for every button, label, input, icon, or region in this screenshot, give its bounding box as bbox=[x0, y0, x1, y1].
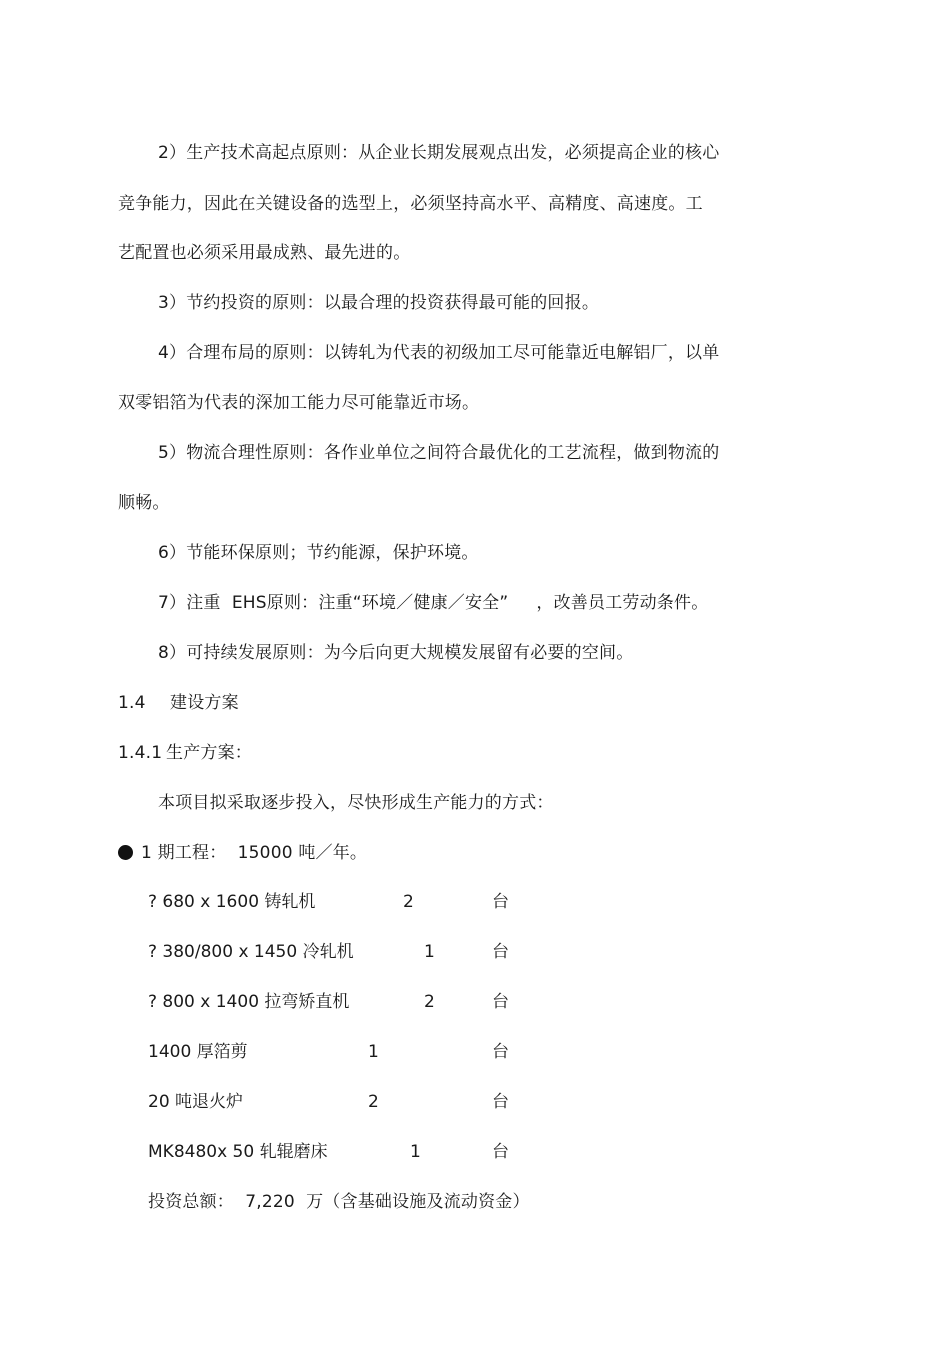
production-intro: 本项目拟采取逐步投入，尽快形成生产能力的方式： bbox=[158, 793, 554, 813]
equipment-row bbox=[148, 990, 548, 1014]
principle-7 bbox=[158, 591, 708, 615]
principle-8: 8）可持续发展原则：为今后向更大规模发展留有必要的空间。 bbox=[158, 643, 634, 663]
principle-7-part-c: ，改善员工劳动条件。 bbox=[536, 593, 709, 613]
equipment-name: ? 380/800 x 1450 冷轧机 bbox=[148, 942, 354, 962]
equipment-qty: 1 bbox=[424, 942, 435, 962]
equipment-qty: 2 bbox=[403, 892, 414, 912]
equipment-name: MK8480x 50 轧辊磨床 bbox=[148, 1142, 328, 1162]
equipment-qty: 2 bbox=[424, 992, 435, 1012]
equipment-qty: 1 bbox=[368, 1042, 379, 1062]
principle-4-line-2: 双零铝箔为代表的深加工能力尽可能靠近市场。 bbox=[118, 393, 480, 413]
equipment-qty: 2 bbox=[368, 1092, 379, 1112]
equipment-unit: 台 bbox=[492, 892, 509, 912]
bullet-icon bbox=[118, 845, 133, 860]
principle-6: 6）节能环保原则；节约能源，保护环境。 bbox=[158, 543, 479, 563]
section-1-4-heading bbox=[118, 691, 239, 715]
phase-1-label: 1 期工程： bbox=[141, 843, 227, 863]
equipment-row bbox=[148, 1090, 548, 1114]
equipment-row bbox=[148, 1140, 548, 1164]
equipment-unit: 台 bbox=[492, 942, 509, 962]
subsection-number: 1.4.1 bbox=[118, 743, 163, 763]
principle-5-line-1: 5）物流合理性原则：各作业单位之间符合最优化的工艺流程，做到物流的 bbox=[158, 443, 720, 463]
principle-2-line-1: 2）生产技术高起点原则：从企业长期发展观点出发，必须提高企业的核心 bbox=[158, 143, 720, 163]
section-title: 建设方案 bbox=[170, 693, 239, 713]
equipment-unit: 台 bbox=[492, 992, 509, 1012]
principle-7-part-b: EHS原则：注重“环境／健康／安全” bbox=[231, 593, 509, 613]
section-number: 1.4 bbox=[118, 693, 146, 713]
section-1-4-1-heading bbox=[118, 741, 252, 765]
principle-4-line-1: 4）合理布局的原则：以铸轧为代表的初级加工尽可能靠近电解铝厂，以单 bbox=[158, 343, 720, 363]
investment-amount: 7,220 bbox=[245, 1192, 295, 1212]
investment-note: 万（含基础设施及流动资金） bbox=[306, 1192, 530, 1212]
equipment-qty: 1 bbox=[410, 1142, 421, 1162]
principle-2-line-3: 艺配置也必须采用最成熟、最先进的。 bbox=[118, 243, 411, 263]
subsection-title: 生产方案： bbox=[166, 743, 252, 763]
phase-1-line bbox=[118, 841, 367, 865]
equipment-unit: 台 bbox=[492, 1092, 509, 1112]
investment-label: 投资总额： bbox=[148, 1192, 234, 1212]
equipment-row bbox=[148, 890, 548, 914]
equipment-name: ? 680 x 1600 铸轧机 bbox=[148, 892, 316, 912]
equipment-name: ? 800 x 1400 拉弯矫直机 bbox=[148, 992, 350, 1012]
equipment-unit: 台 bbox=[492, 1042, 509, 1062]
principle-2-line-2: 竞争能力，因此在关键设备的选型上，必须坚持高水平、高精度、高速度。工 bbox=[118, 194, 703, 214]
principle-3: 3）节约投资的原则：以最合理的投资获得最可能的回报。 bbox=[158, 293, 600, 313]
investment-total bbox=[148, 1190, 530, 1214]
equipment-row bbox=[148, 940, 548, 964]
phase-1-capacity: 15000 吨／年。 bbox=[237, 843, 368, 863]
equipment-name: 1400 厚箔剪 bbox=[148, 1042, 248, 1062]
equipment-name: 20 吨退火炉 bbox=[148, 1092, 244, 1112]
equipment-unit: 台 bbox=[492, 1142, 509, 1162]
principle-5-line-2: 顺畅。 bbox=[118, 493, 170, 513]
equipment-row bbox=[148, 1040, 548, 1064]
principle-7-part-a: 7）注重 bbox=[158, 593, 221, 613]
